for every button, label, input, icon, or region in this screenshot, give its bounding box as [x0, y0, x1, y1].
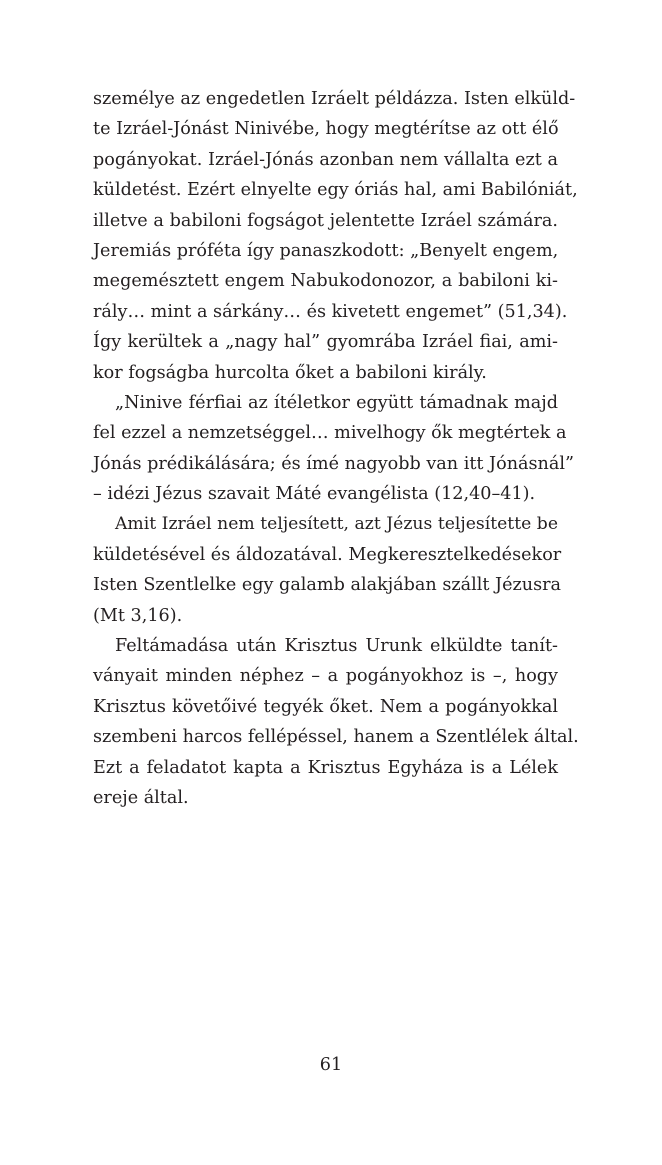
text-line: ványait minden néphez – a pogányokhoz is –, hogy	[93, 666, 558, 687]
text-line: illetve a babiloni fogságot jelentette Izráel számára.	[93, 210, 558, 231]
text-line: (Mt 3,16).	[93, 605, 183, 626]
text-line: Ezt a feladatot kapta a Krisztus Egyháza is a Lélek	[93, 757, 558, 778]
text-line: rály… mint a sárkány… és kivetett engemet” (51,34).	[93, 301, 568, 322]
text-line: Így kerültek a „nagy hal” gyomrába Izráel fiai, ami-	[93, 332, 558, 353]
text-line: megemésztett engem Nabukodonozor, a babiloni ki-	[93, 271, 558, 292]
page-number: 61	[319, 1055, 343, 1075]
text-line: Krisztus követőivé tegyék őket. Nem a pogányokkal	[93, 696, 558, 717]
text-line: te Izráel-Jónást Ninivébe, hogy megtérítse az ott élő	[93, 119, 559, 140]
text-line: Amit Izráel nem teljesített, azt Jézus teljesítette be	[115, 514, 558, 535]
text-line: küldetésével és áldozatával. Megkeresztelkedésekor	[93, 544, 562, 565]
text-line: – idézi Jézus szavait Máté evangélista (12,40–41).	[93, 484, 536, 505]
text-line: Isten Szentlelke egy galamb alakjában szállt Jézusra	[93, 575, 562, 596]
text-line: Jeremiás próféta így panaszkodott: „Benyelt engem,	[93, 240, 559, 261]
paragraph	[93, 388, 574, 510]
paragraph	[93, 509, 562, 631]
text-line: küldetést. Ezért elnyelte egy óriás hal, ami Babilóniát,	[93, 180, 578, 201]
text-line: ereje által.	[93, 787, 189, 808]
text-line: szembeni harcos fellépéssel, hanem a Szentlélek által.	[93, 727, 579, 748]
text-line: pogányokat. Izráel-Jónás azonban nem vállalta ezt a	[93, 149, 558, 170]
text-line: kor fogságba hurcolta őket a babiloni király.	[93, 362, 487, 383]
text-line: Feltámadása után Krisztus Urunk elküldte tanít-	[115, 636, 558, 657]
paragraph	[93, 631, 579, 813]
body-text	[93, 84, 579, 813]
text-line: „Ninive férfiai az ítéletkor együtt támadnak majd	[115, 392, 558, 413]
text-line: Jónás prédikálására; és ímé nagyobb van itt Jónásnál”	[93, 453, 574, 474]
text-line: fel ezzel a nemzetséggel… mivelhogy ők megtértek a	[93, 423, 567, 444]
paragraph	[93, 84, 578, 388]
text-line: személye az engedetlen Izráelt példázza. Isten elküld-	[93, 89, 576, 109]
